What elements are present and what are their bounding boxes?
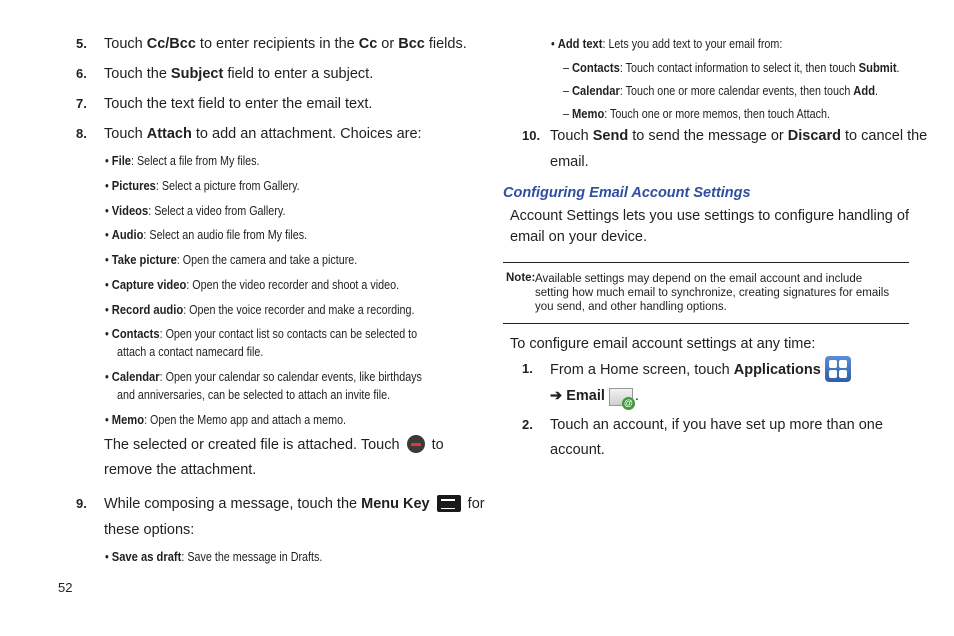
page-number: 52 <box>58 580 73 595</box>
r-step-2-line2: account. <box>550 442 605 458</box>
step-9-num: 9. <box>76 496 87 511</box>
step-8-text: Touch Attach to add an attachment. Choices are: <box>104 126 422 142</box>
choice-file: • File: Select a file from My files. <box>105 153 260 168</box>
choice-contacts-line2: attach a contact namecard file. <box>117 345 264 359</box>
step-5-text: Touch Cc/Bcc to enter recipients in the Cc or Bcc fields. <box>104 36 467 52</box>
step-10-line2: email. <box>550 154 589 170</box>
choice-videos: • Videos: Select a video from Gallery. <box>105 203 286 218</box>
step-5: 5. <box>76 36 87 51</box>
choice-pictures: • Pictures: Select a picture from Gallery. <box>105 178 300 193</box>
intro-line1: Account Settings lets you use settings to configure handling of <box>510 208 909 224</box>
sub-calendar: – Calendar: Touch one or more calendar events, then touch Add. <box>563 83 879 98</box>
choice-audio: • Audio: Select an audio file from My files. <box>105 227 308 242</box>
note-text: Available settings may depend on the email account and include setting how much email to synchronize, creating signatures for emails you send, and other handling options. <box>535 273 890 313</box>
configure-text: To configure email account settings at any time: <box>510 336 816 352</box>
note-label: Note: <box>506 272 536 284</box>
menu-key-icon <box>437 495 461 512</box>
intro-line2: email on your device. <box>510 229 648 245</box>
email-icon: @ <box>609 384 635 410</box>
r-step-1-num: 1. <box>522 361 533 376</box>
option-add-text: • Add text: Lets you add text to your email from: <box>551 36 783 51</box>
r-step-1-text: From a Home screen, touch Applications <box>550 356 851 383</box>
step-10-num: 10. <box>522 128 541 143</box>
section-heading: Configuring Email Account Settings <box>503 185 751 201</box>
choice-take-picture: • Take picture: Open the camera and take a picture. <box>105 252 358 267</box>
choice-capture-video: • Capture video: Open the video recorder and shoot a video. <box>105 277 400 292</box>
step-9-line2: these options: <box>104 522 195 538</box>
choice-record-audio: • Record audio: Open the voice recorder and make a recording. <box>105 302 415 317</box>
r-step-2-line1: Touch an account, if you have set up more than one <box>550 417 883 433</box>
step-6-text: Touch the Subject field to enter a subject. <box>104 66 374 82</box>
r-step-1-line2: ➔ Email @ . <box>550 383 639 410</box>
step-8-num: 8. <box>76 126 87 141</box>
step-6-num: 6. <box>76 66 87 81</box>
attached-text-line2: remove the attachment. <box>104 462 257 478</box>
step-10-text: Touch Send to send the message or Discard to cancel the <box>550 128 928 144</box>
note-box <box>503 262 909 324</box>
choice-calendar-line2: and anniversaries, can be selected to attach an invite file. <box>117 388 391 402</box>
choice-contacts: • Contacts: Open your contact list so contacts can be selected to <box>105 326 418 341</box>
step-9-text: While composing a message, touch the Menu Key for <box>104 496 485 512</box>
step-7-num: 7. <box>76 96 87 111</box>
step-7-text: Touch the text field to enter the email text. <box>104 96 373 112</box>
choice-calendar: • Calendar: Open your calendar so calendar events, like birthdays <box>105 369 422 384</box>
option-save-draft: • Save as draft: Save the message in Drafts. <box>105 549 323 564</box>
sub-contacts: – Contacts: Touch contact information to select it, then touch Submit. <box>563 60 900 75</box>
remove-icon <box>407 435 425 453</box>
attached-text: The selected or created file is attached. Touch to <box>104 437 444 453</box>
sub-memo: – Memo: Touch one or more memos, then touch Attach. <box>563 106 830 121</box>
choice-memo: • Memo: Open the Memo app and attach a memo. <box>105 412 347 427</box>
applications-icon <box>825 356 851 382</box>
r-step-2-num: 2. <box>522 417 533 432</box>
